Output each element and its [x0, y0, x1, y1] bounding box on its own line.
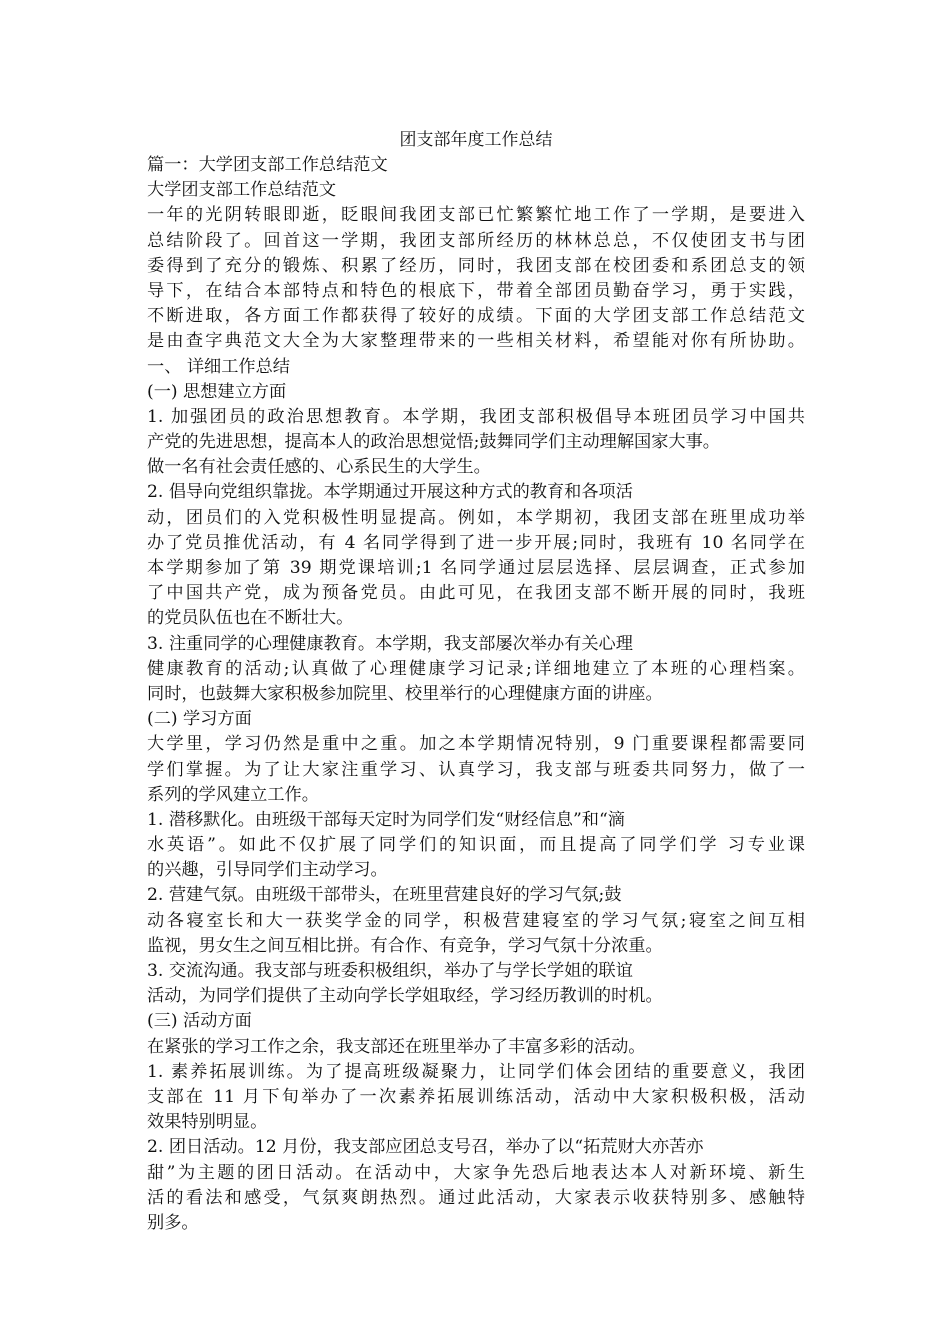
text-line: 支部在 11 月下旬举办了一次素养拓展训练活动，活动中大家积极积极，活动: [147, 1086, 805, 1107]
text-line: 水英语”。如此不仅扩展了同学们的知识面，而且提高了同学们学 习专业课: [147, 835, 805, 856]
text-line: 总结阶段了。回首这一学期，我团支部所经历的林林总总，不仅使团支书与团: [147, 230, 805, 251]
text-line: 活的看法和感受，气氛爽朗热烈。通过此活动，大家表示收获特别多、感触特: [147, 1187, 805, 1208]
text-line: 1. 加强团员的政治思想教育。本学期，我团支部积极倡导本班团员学习中国共: [147, 406, 805, 427]
document-page: [147, 127, 805, 1236]
text-line: 产党的先进思想，提高本人的政治思想觉悟;鼓舞同学们主动理解国家大事。: [147, 432, 720, 453]
text-line: 3. 交流沟通。我支部与班委积极组织，举办了与学长学姐的联谊: [147, 961, 633, 981]
text-line: 2. 团日活动。12 月份，我支部应团总支号召，举办了以“拓荒财大亦苦亦: [147, 1137, 704, 1158]
text-line: (二) 学习方面: [147, 709, 252, 730]
text-line: 1. 素养拓展训练。为了提高班级凝聚力，让同学们体会团结的重要意义，我团: [147, 1061, 805, 1082]
text-line: (三) 活动方面: [147, 1011, 252, 1032]
text-line: 活动，为同学们提供了主动向学长学姐取经，学习经历教训的时机。: [147, 986, 663, 1007]
text-line: 2. 营建气氛。由班级干部带头，在班里营建良好的学习气氛;鼓: [147, 885, 622, 906]
text-line: 篇一：大学团支部工作总结范文: [147, 155, 388, 175]
text-line: 做一名有社会责任感的、心系民生的大学生。: [147, 457, 491, 478]
text-line: 甜”为主题的团日活动。在活动中，大家争先恐后地表达本人对新环境、新生: [147, 1162, 805, 1183]
text-line: 委得到了充分的锻炼、积累了经历，同时，我团支部在校团委和系团总支的领: [147, 255, 805, 276]
text-line: 的党员队伍也在不断壮大。: [147, 608, 354, 629]
text-line: 2. 倡导向党组织靠拢。本学期通过开展这种方式的教育和各项活: [147, 482, 633, 503]
text-line: 办了党员推优活动，有 4 名同学得到了进一步开展;同时，我班有 10 名同学在: [147, 532, 805, 553]
text-line: 系列的学风建立工作。: [147, 784, 319, 805]
document-title: 团支部年度工作总结: [399, 130, 553, 150]
text-line: 同时，也鼓舞大家积极参加院里、校里举行的心理健康方面的讲座。: [147, 683, 663, 704]
text-line: 一、 详细工作总结: [147, 356, 290, 377]
text-line: 大学里，学习仍然是重中之重。加之本学期情况特别，9 门重要课程都需要同: [147, 734, 805, 755]
text-line: 动，团员们的入党积极性明显提高。例如，本学期初，我团支部在班里成功举: [147, 507, 805, 528]
text-line: 导下，在结合本部特点和特色的根底下，带着全部团员勤奋学习，勇于实践，: [147, 280, 805, 301]
document-body: [147, 153, 805, 1236]
text-line: 监视，男女生之间互相比拼。有合作、有竞争，学习气氛十分浓重。: [147, 935, 663, 956]
text-line: 是由查字典范文大全为大家整理带来的一些相关材料，希望能对你有所协助。: [147, 331, 805, 352]
text-line: 一年的光阴转眼即逝，眨眼间我团支部已忙繁繁忙地工作了一学期，是要进入: [147, 205, 805, 226]
text-line: 的兴趣，引导同学们主动学习。: [147, 860, 388, 881]
text-line: (一) 思想建立方面: [147, 381, 287, 402]
text-line: 健康教育的活动;认真做了心理健康学习记录;详细地建立了本班的心理档案。: [147, 658, 805, 679]
text-line: 3. 注重同学的心理健康教育。本学期，我支部屡次举办有关心理: [147, 633, 633, 654]
text-line: 动各寝室长和大一获奖学金的同学，积极营建寝室的学习气氛;寝室之间互相: [147, 910, 805, 931]
text-line: 本学期参加了第 39 期党课培训;1 名同学通过层层选择、层层调查，正式参加: [147, 558, 805, 578]
text-line: 1. 潜移默化。由班级干部每天定时为同学们发“财经信息”和“滴: [147, 809, 625, 830]
text-line: 了中国共产党，成为预备党员。由此可见，在我团支部不断开展的同时，我班: [147, 583, 805, 604]
text-line: 在紧张的学习工作之余，我支部还在班里举办了丰富多彩的活动。: [147, 1036, 646, 1057]
text-line: 不断进取，各方面工作都获得了较好的成绩。下面的大学团支部工作总结范文: [147, 306, 805, 327]
text-line: 效果特别明显。: [147, 1112, 268, 1133]
text-line: 大学团支部工作总结范文: [147, 180, 337, 201]
text-line: 别多。: [147, 1212, 199, 1233]
text-line: 学们掌握。为了让大家注重学习、认真学习，我支部与班委共同努力，做了一: [147, 759, 805, 780]
